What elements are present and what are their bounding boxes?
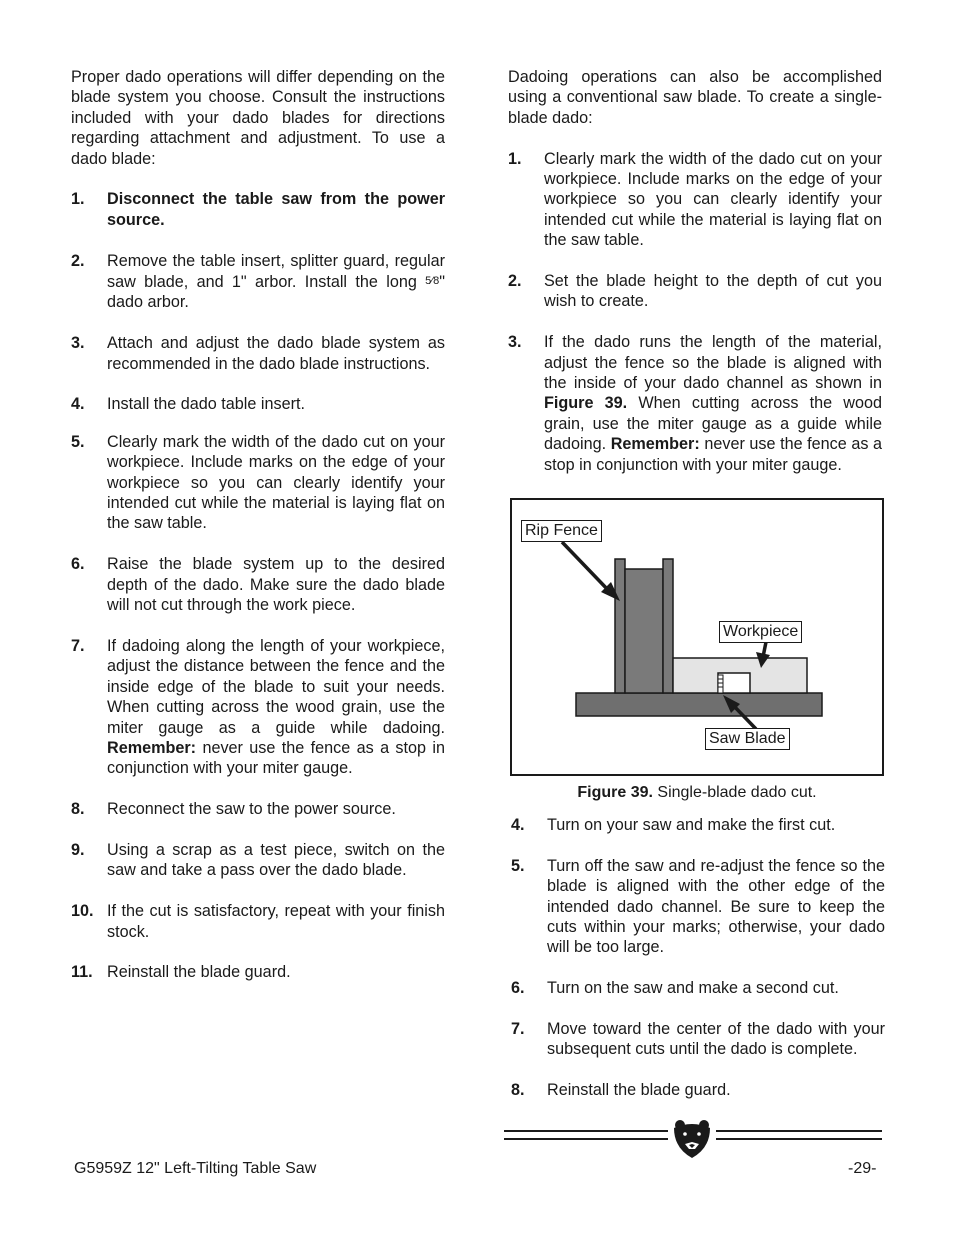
step-number: 3.	[508, 333, 522, 352]
step-text: Disconnect the table saw from the power source.	[107, 190, 445, 229]
step-number: 6.	[71, 555, 85, 574]
workpiece-label: Workpiece	[719, 621, 802, 643]
step-number: 5.	[511, 856, 525, 875]
saw-blade	[718, 675, 723, 693]
step-text: Raise the blade system up to the desired depth of the dado. Make sure the dado blade will not cut through the work piece.	[107, 555, 445, 615]
right-column-lower	[511, 815, 885, 1121]
step-text: Clearly mark the width of the dado cut on your workpiece. Include marks on the edge of your workpiece so you can clearly identify your intended cut while the material is laying flat on the saw table.	[544, 149, 882, 250]
step-text: never use the fence as a stop in conjunction with your miter gauge.	[544, 435, 882, 474]
step-text: Reinstall the blade guard.	[107, 963, 291, 982]
bear-head-icon	[674, 1120, 710, 1158]
step-number: 1.	[71, 190, 85, 209]
right-step-3	[508, 332, 882, 475]
saw-blade-label: Saw Blade	[705, 728, 790, 750]
right-column	[508, 67, 882, 495]
left-step-10	[71, 901, 445, 942]
step-text: Using a scrap as a test piece, switch on the saw and take a pass over the dado blade.	[107, 840, 445, 880]
step-number: 6.	[511, 979, 525, 998]
step-text: Move toward the center of the dado with your subsequent cuts until the dado is complete.	[547, 1020, 885, 1059]
step-text: Attach and adjust the dado blade system as recommended in the dado blade instructions.	[107, 334, 445, 373]
step-text: Turn on the saw and make a second cut.	[547, 979, 839, 998]
right-step-4	[511, 815, 885, 835]
left-step-9	[71, 840, 445, 881]
rip-fence-body	[625, 569, 663, 693]
left-column	[71, 67, 445, 1003]
step-text: Clearly mark the width of the dado cut on your workpiece. Include marks on the edge of your workpiece so you can clearly identify your intended cut while the material is laying flat on the saw table.	[107, 432, 445, 533]
step-number: 7.	[511, 1020, 525, 1039]
left-step-7	[71, 636, 445, 779]
rip-fence-right-post	[663, 559, 673, 693]
right-step-2	[508, 271, 882, 312]
step-text: When cutting across the wood grain, use the miter gauge as a guide while dadoing.	[544, 394, 882, 454]
step-number: 4.	[511, 816, 525, 834]
right-step-7	[511, 1019, 885, 1060]
right-step-1	[508, 149, 882, 251]
step-number: 11.	[71, 963, 93, 982]
right-step-8	[511, 1080, 885, 1100]
left-step-6	[71, 554, 445, 615]
step-text: If the dado runs the length of the material, adjust the fence so the blade is aligned with the inside of your dado channel as shown in	[544, 333, 882, 393]
caption-text: Single-blade dado cut.	[652, 784, 817, 801]
caption-label: Figure 39.	[577, 784, 653, 801]
step-text: Set the blade height to the depth of cut you wish to create.	[544, 272, 882, 311]
figure-reference: Figure 39.	[544, 394, 628, 413]
left-step-2	[71, 251, 445, 313]
left-step-3	[71, 333, 445, 374]
footer-title: G5959Z 12" Left-Tilting Table Saw	[74, 1160, 317, 1177]
step-text: If dadoing along the length of your workpiece, adjust the distance between the fence and the inside edge of the blade to suit your needs. When cutting across the wood grain, use the miter gauge as a guide while dadoing.	[107, 636, 445, 737]
step-number: 7.	[71, 636, 85, 655]
right-step-5	[511, 856, 885, 958]
figure-39	[510, 498, 884, 776]
step-text: Reinstall the blade guard.	[547, 1081, 731, 1100]
left-step-8	[71, 799, 445, 819]
step-number: 9.	[71, 840, 85, 859]
step-number: 1.	[508, 149, 522, 168]
saw-table	[576, 693, 822, 716]
step-number: 10.	[71, 902, 94, 921]
left-step-11	[71, 962, 445, 982]
step-text: If the cut is satisfactory, repeat with your finish stock.	[107, 902, 445, 941]
rip-fence-left-post	[615, 559, 625, 693]
step-number: 2.	[71, 251, 85, 270]
step-text: Turn off the saw and re-adjust the fence so the blade is aligned with the other edge of the intended dado channel. Be sure to keep the cuts within your marks; otherwise, your dado will be too large.	[547, 856, 885, 957]
right-intro: Dadoing operations can also be accomplished using a conventional saw blade. To create a single-blade dado:	[508, 68, 882, 127]
step-text: Remove the table insert, splitter guard, regular saw blade, and 1" arbor. Install the long	[107, 251, 445, 292]
step-text: Install the dado table insert.	[107, 395, 305, 414]
step-number: 8.	[71, 800, 85, 819]
rip-fence-label: Rip Fence	[521, 520, 602, 542]
left-step-5	[71, 432, 445, 534]
remember-label: Remember:	[610, 435, 700, 454]
left-intro: Proper dado operations will differ depending on the blade system you choose. Consult the instructions included with your dado blades for directions regarding attachment and adjustment. To use a dado blade:	[71, 68, 445, 168]
step-number: 5.	[71, 432, 85, 451]
step-number: 3.	[71, 334, 85, 353]
right-step-6	[511, 978, 885, 998]
page-number: -29-	[848, 1160, 877, 1177]
step-text: Reconnect the saw to the power source.	[107, 800, 396, 819]
fraction: 5⁄8	[425, 275, 440, 288]
rip-fence-arrow	[562, 542, 610, 592]
remember-label: Remember:	[107, 738, 197, 757]
step-number: 4.	[71, 395, 85, 414]
step-text: never use the fence as a stop in conjunction with your miter gauge.	[107, 738, 445, 778]
step-number: 8.	[511, 1081, 525, 1100]
step-text: " dado arbor.	[107, 273, 445, 312]
step-number: 2.	[508, 272, 522, 291]
step-text: Turn on your saw and make the first cut.	[547, 816, 836, 834]
figure-caption	[510, 784, 884, 802]
left-step-1	[71, 189, 445, 230]
left-step-4	[71, 394, 445, 414]
footer-divider	[504, 1118, 882, 1162]
